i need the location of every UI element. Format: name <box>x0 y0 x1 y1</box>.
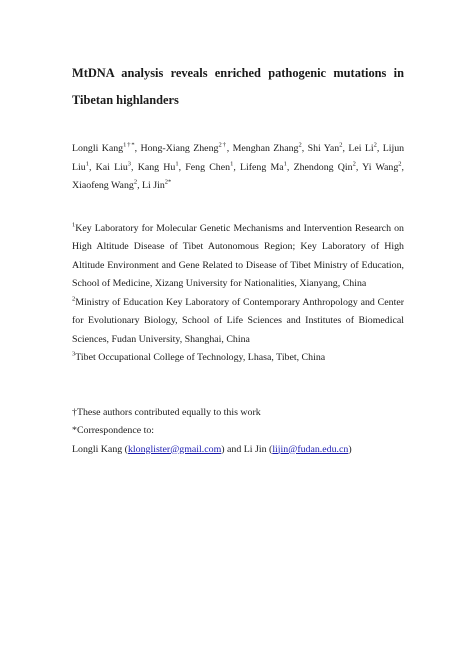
footnotes <box>72 404 404 460</box>
author-name: Shi Yan <box>307 143 340 154</box>
affiliation-number: 1 <box>72 221 76 229</box>
author-affiliation-marker: 1 <box>230 160 234 168</box>
author-affiliation-marker: 2 <box>133 178 138 186</box>
author-name: Yi Wang <box>362 161 399 173</box>
correspondence-joiner: and <box>227 443 242 455</box>
author-affiliation-marker: 2 <box>298 141 302 149</box>
author-name: Lijun Liu <box>72 143 405 173</box>
affiliation-list <box>72 220 404 368</box>
author-name: Feng Chen <box>185 161 231 173</box>
author-affiliation-marker: 3 <box>127 160 132 168</box>
affiliation <box>72 294 404 350</box>
affiliation-text: Ministry of Education Key Laboratory of Contemporary Anthropology and Center for Evolutionary Biology, School of Life Sciences and Institutes of Biomedical Sciences, Fudan University, Shanghai, China <box>72 296 404 345</box>
affiliation <box>72 349 404 368</box>
affiliation-text: Key Laboratory for Molecular Genetic Mechanisms and Intervention Research on High Altitude Disease of Tibet Autonomous Region; Key Laboratory of High Altitude Environment and Gene Related to Disease of Tibet Ministry of Education, School of Medicine, Xizang University for Nationalities, Xianyang, China <box>72 222 404 289</box>
paper-title: MtDNA analysis reveals enriched pathogenic mutations in Tibetan highlanders <box>72 66 404 107</box>
affiliation-number: 2 <box>72 295 76 303</box>
correspondence-line: Longli Kang (klonglister@gmail.com) and Li Jin (lijin@fudan.edu.cn) <box>72 443 352 455</box>
author-affiliation-marker: 1 <box>85 160 89 168</box>
author-name: Kai Liu <box>95 161 128 173</box>
email-link[interactable]: klonglister@gmail.com <box>127 443 222 455</box>
author-affiliation-marker: 2† <box>218 141 227 149</box>
author-name: Kang Hu <box>137 161 176 173</box>
equal-contribution-note: †These authors contributed equally to this work <box>72 406 261 418</box>
author-affiliation-marker: 2* <box>164 178 172 186</box>
author-affiliation-marker: 1 <box>175 160 179 168</box>
author-name: Li Jin <box>142 180 165 191</box>
author-name: Longli Kang <box>72 143 124 154</box>
affiliation-text: Tibet Occupational College of Technology, Lhasa, Tibet, China <box>75 352 326 363</box>
author-affiliation-marker: 2 <box>398 160 402 168</box>
affiliation-number: 3 <box>72 350 76 358</box>
author-name: Menghan Zhang <box>232 143 299 154</box>
title-page-content <box>72 60 404 459</box>
correspondence-label: *Correspondence to: <box>72 425 154 436</box>
affiliation <box>72 220 404 294</box>
correspondent-name: Longli Kang <box>72 443 123 455</box>
author-affiliation-marker: 2 <box>339 141 343 149</box>
author-affiliation-marker: 2 <box>352 160 356 168</box>
author-affiliation-marker: 1 <box>283 160 287 168</box>
email-link[interactable]: lijin@fudan.edu.cn <box>272 443 349 455</box>
author-affiliation-marker: 2 <box>373 141 377 149</box>
author-name: Hong-Xiang Zheng <box>140 143 219 154</box>
author-name: Zhendong Qin <box>293 161 353 173</box>
author-list: Longli Kang$^{1\dagger*}$, Hong-Xiang Zheng$^{2\dagger}$, Menghan Zhang$^2$, Shi Yan$^2$, Lei Li$^2$, Lijun Liu$^1$, Kai Liu$^3$, Kang Hu$^1$, Feng Chen$^1$, Lifeng Ma$^1$, Zhendong Qin$^2$, Yi Wang$^2$, Xiaofeng Wang$^2$, Li Jin$^{2*}$ <box>72 141 405 191</box>
author-name: Lifeng Ma <box>239 161 284 173</box>
author-affiliation-marker: 1†* <box>123 141 135 149</box>
author-name: Lei Li <box>348 143 374 154</box>
author-name: Xiaofeng Wang <box>72 180 134 191</box>
correspondent-name: Li Jin <box>243 443 267 455</box>
